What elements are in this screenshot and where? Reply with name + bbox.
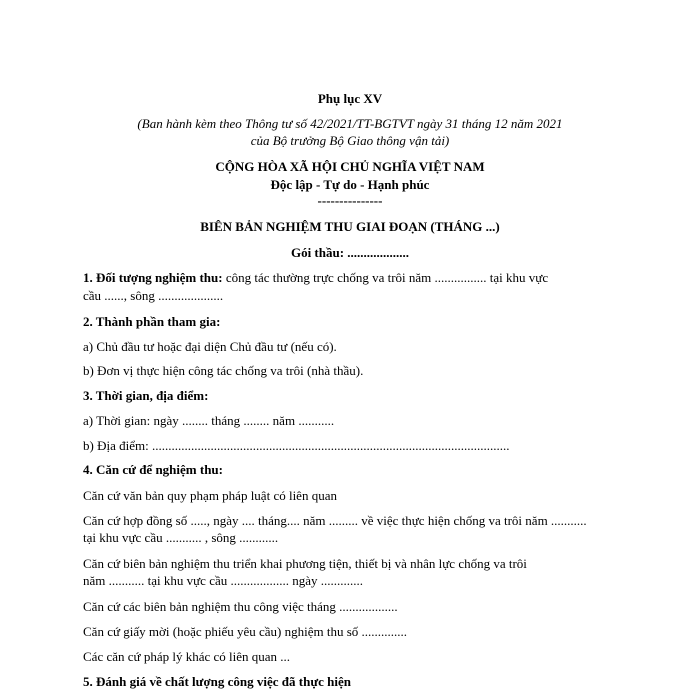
nation-name: CỘNG HÒA XÃ HỘI CHỦ NGHĨA VIỆT NAM bbox=[215, 159, 485, 174]
appendix-label: Phụ lục XV bbox=[317, 91, 383, 106]
motto: Độc lập - Tự do - Hạnh phúc bbox=[270, 177, 430, 192]
section-3-heading: 3. Thời gian, địa điểm: bbox=[83, 388, 209, 403]
section-1-line bbox=[83, 270, 630, 286]
section-4-item-6: Các căn cứ pháp lý khác có liên quan ... bbox=[83, 649, 291, 664]
section-2-a: a) Chủ đầu tư hoặc đại diện Chủ đầu tư (nếu có). bbox=[83, 339, 337, 354]
package-line: Gói thầu: ................... bbox=[290, 245, 410, 260]
issued-line-1: (Ban hành kèm theo Thông tư số 42/2021/TT-BGTVT ngày 31 tháng 12 năm 2021 bbox=[137, 116, 563, 131]
section-2-b: b) Đơn vị thực hiện công tác chống va trôi (nhà thầu). bbox=[83, 363, 364, 378]
section-4-item-2b: tại khu vực cầu ........... , sông ............ bbox=[83, 530, 279, 545]
section-4-heading: 4. Căn cứ để nghiệm thu: bbox=[83, 462, 223, 477]
document-title: BIÊN BẢN NGHIỆM THU GIAI ĐOẠN (THÁNG ...) bbox=[200, 219, 500, 234]
divider: --------------- bbox=[317, 193, 383, 208]
section-5-heading: 5. Đánh giá về chất lượng công việc đã thực hiện bbox=[83, 674, 352, 689]
section-4-item-1: Căn cứ văn bản quy phạm pháp luật có liên quan bbox=[83, 488, 337, 503]
section-3-a: a) Thời gian: ngày ........ tháng ........ năm ........... bbox=[83, 413, 335, 428]
section-4-item-5: Căn cứ giấy mời (hoặc phiếu yêu cầu) nghiệm thu số .............. bbox=[83, 624, 408, 639]
section-4-item-3a: Căn cứ biên bản nghiệm thu triển khai phương tiện, thiết bị và nhân lực chống va trôi bbox=[83, 556, 527, 571]
section-4-item-3b: năm ........... tại khu vực cầu .................. ngày ............. bbox=[83, 573, 364, 588]
section-4-item-4: Căn cứ các biên bản nghiệm thu công việc tháng .................. bbox=[83, 599, 398, 614]
section-4-item-2a: Căn cứ hợp đồng số ....., ngày .... tháng.... năm ......... về việc thực hiện chống va trôi năm ........... bbox=[83, 513, 587, 528]
issued-line-2: của Bộ trưởng Bộ Giao thông vận tải) bbox=[250, 133, 450, 148]
section-1-text-2: cầu ......, sông .................... bbox=[83, 288, 224, 303]
section-2-heading: 2. Thành phần tham gia: bbox=[83, 314, 221, 329]
section-1-text: công tác thường trực chống va trôi năm ................ tại khu vực bbox=[222, 270, 549, 285]
section-1-heading: 1. Đối tượng nghiệm thu: bbox=[83, 270, 223, 285]
section-3-b: b) Địa điểm: .............................................................................................................. bbox=[83, 438, 510, 453]
